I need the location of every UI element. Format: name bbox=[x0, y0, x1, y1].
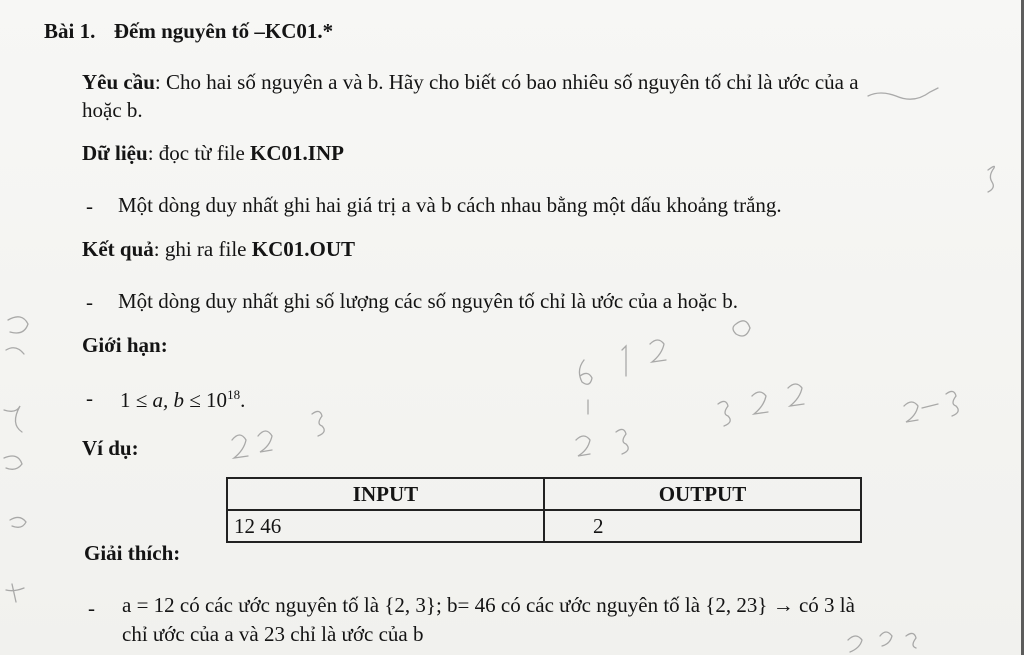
constraint-mid: ≤ 10 bbox=[184, 388, 228, 412]
table-header-output: OUTPUT bbox=[544, 478, 861, 510]
output-filename: KC01.OUT bbox=[251, 237, 355, 261]
input-filename: KC01.INP bbox=[250, 141, 344, 165]
example-table bbox=[226, 477, 862, 543]
input-section-line bbox=[82, 140, 344, 166]
bullet-dash: - bbox=[88, 596, 95, 620]
requirement-line-2: hoặc b. bbox=[82, 98, 143, 122]
constraint-vars: a, b bbox=[152, 388, 185, 412]
output-label: Kết quả bbox=[82, 237, 154, 261]
limits-label: Giới hạn: bbox=[82, 333, 168, 357]
output-text: : ghi ra file bbox=[153, 237, 252, 261]
input-label: Dữ liệu bbox=[82, 141, 148, 165]
bullet-dash: - bbox=[86, 194, 93, 218]
input-bullet: Một dòng duy nhất ghi hai giá trị a và b cách nhau bằng một dấu khoảng trắng. bbox=[118, 193, 782, 217]
table-cell-output: 2 bbox=[544, 510, 861, 542]
output-bullet: Một dòng duy nhất ghi số lượng các số nguyên tố chỉ là ước của a hoặc b. bbox=[118, 289, 739, 313]
explanation-label: Giải thích: bbox=[84, 541, 181, 565]
table-header-row bbox=[227, 478, 861, 510]
table-header-input: INPUT bbox=[227, 478, 544, 510]
problem-title: Đếm nguyên tố –KC01.* bbox=[113, 19, 334, 43]
bullet-dash: - bbox=[86, 386, 93, 410]
table-cell-input: 12 46 bbox=[227, 510, 544, 542]
bullet-dash: - bbox=[86, 290, 93, 314]
example-label: Ví dụ: bbox=[82, 436, 139, 460]
input-text: : đọc từ file bbox=[147, 141, 251, 165]
constraint-prefix: 1 ≤ bbox=[120, 388, 153, 412]
requirement-line bbox=[82, 69, 859, 95]
output-section-line bbox=[82, 236, 355, 262]
constraint-exponent: 18 bbox=[227, 387, 241, 402]
constraint-end: . bbox=[240, 388, 246, 412]
explanation-line-2: chỉ ước của a và 23 chỉ là ước của b bbox=[122, 622, 424, 646]
explanation-line-1: a = 12 có các ước nguyên tố là {2, 3}; b= 46 có các ước nguyên tố là {2, 23} → có 3 là bbox=[122, 593, 855, 617]
requirement-text: : Cho hai số nguyên a và b. Hãy cho biết có bao nhiêu số nguyên tố chỉ là ước của a bbox=[154, 70, 859, 94]
requirement-label: Yêu cầu bbox=[82, 70, 155, 94]
problem-number: Bài 1. bbox=[44, 19, 96, 43]
table-row bbox=[227, 510, 861, 542]
problem-heading bbox=[44, 18, 333, 44]
limits-constraint bbox=[120, 382, 245, 413]
